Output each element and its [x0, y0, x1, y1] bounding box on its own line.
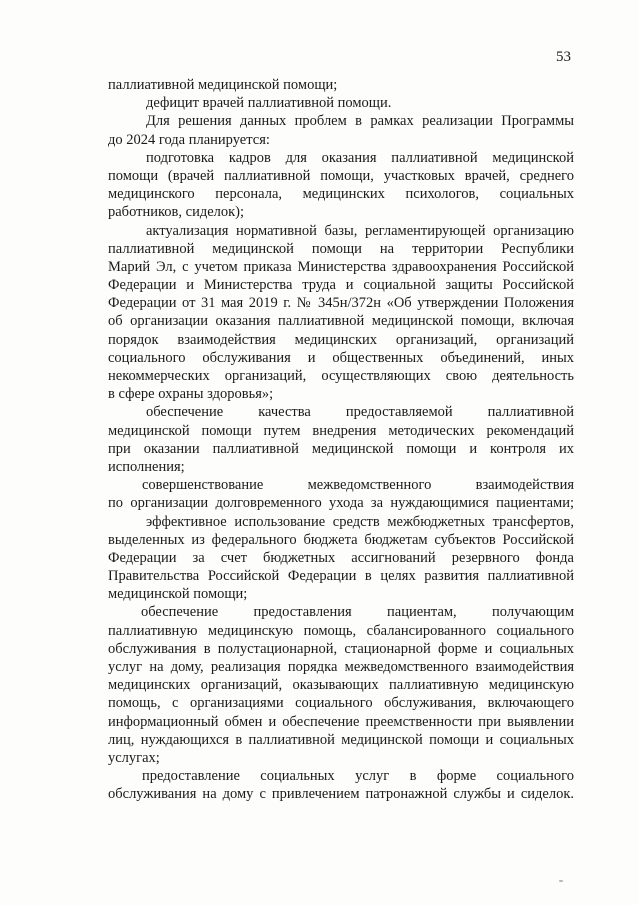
text-line: в сфере охраны здоровья»; [108, 386, 274, 403]
text-line: Федерации и Министерства труда и социальной защиты Российской [108, 277, 574, 294]
text-line: обеспечение качества предоставляемой паллиативной [146, 404, 574, 421]
text-line: работников, сиделок); [108, 204, 245, 221]
text-line: медицинской помощи; [108, 586, 248, 603]
text-line: обслуживания в полустационарной, стационарной форме и социальных [108, 640, 574, 657]
text-line: порядок взаимодействия медицинских организаций, организаций [108, 331, 574, 348]
text-line: паллиативной медицинской помощи; [108, 77, 338, 93]
document-body [108, 76, 574, 804]
text-line: некоммерческих организаций, осуществляющих свою деятельность [108, 368, 574, 384]
text-line: Марий Эл, с учетом приказа Министерства здравоохранения Российской [108, 258, 574, 275]
scan-speck [559, 880, 563, 882]
text-line: медицинской помощи путем внедрения методических рекомендаций [108, 422, 574, 439]
text-line: Федерации за счет бюджетных ассигнований резервного фонда [108, 549, 574, 566]
text-line: об организации оказания паллиативной медицинской помощи, включая [108, 313, 574, 330]
text-line: выделенных из федерального бюджета бюджетам субъектов Российской [108, 531, 574, 548]
text-line: услуг на дому, реализация порядка межведомственного взаимодействия [108, 659, 574, 675]
text-line: до 2024 года планируется: [108, 131, 270, 148]
text-line: совершенствование межведомственного взаимодействия [142, 477, 574, 494]
text-line: Федерации от 31 мая 2019 г. № 345н/372н «Об утверждении Положения [108, 295, 574, 312]
text-line: при оказании паллиативной медицинской помощи и контроля их [108, 440, 574, 457]
text-line: предоставление социальных услуг в форме социального [142, 768, 574, 785]
text-line: обслуживания на дому с привлечением патронажной службы и сиделок. [108, 786, 574, 803]
text-line: по организации долговременного ухода за нуждающимися пациентами; [108, 495, 574, 512]
text-line: Правительства Российской Федерации в целях развития паллиативной [108, 568, 574, 585]
text-line: лиц, нуждающихся в паллиативной медицинской помощи и социальных [108, 731, 574, 748]
text-line: подготовка кадров для оказания паллиативной медицинской [146, 149, 574, 166]
text-line: Для решения данных проблем в рамках реализации Программы [146, 113, 574, 130]
text-line: паллиативную медицинскую помощь, сбалансированного социального [108, 622, 574, 639]
text-line: помощи (врачей паллиативной помощи, участковых врачей, среднего [108, 167, 574, 184]
text-line: актуализация нормативной базы, регламентирующей организацию [146, 222, 574, 239]
text-line: исполнения; [108, 458, 185, 475]
text-line: информационный обмен и обеспечение преемственности при выявлении [108, 713, 574, 730]
text-line: дефицит врачей паллиативной помощи. [146, 95, 392, 112]
text-line: паллиативной медицинской помощи на территории Республики [108, 240, 574, 257]
text-line: социального обслуживания и общественных объединений, иных [108, 349, 574, 366]
text-line: обеспечение предоставления пациентам, получающим [141, 604, 574, 621]
page-number: 53 [556, 49, 571, 65]
text-line: медицинских организаций, оказывающих паллиативную медицинскую [108, 677, 574, 694]
text-line: услугах; [108, 749, 160, 766]
text-line: помощь, с организациями социального обслуживания, включающего [108, 695, 574, 712]
text-line: эффективное использование средств межбюджетных трансфертов, [146, 513, 574, 530]
text-line: медицинского персонала, медицинских психологов, социальных [108, 186, 574, 203]
